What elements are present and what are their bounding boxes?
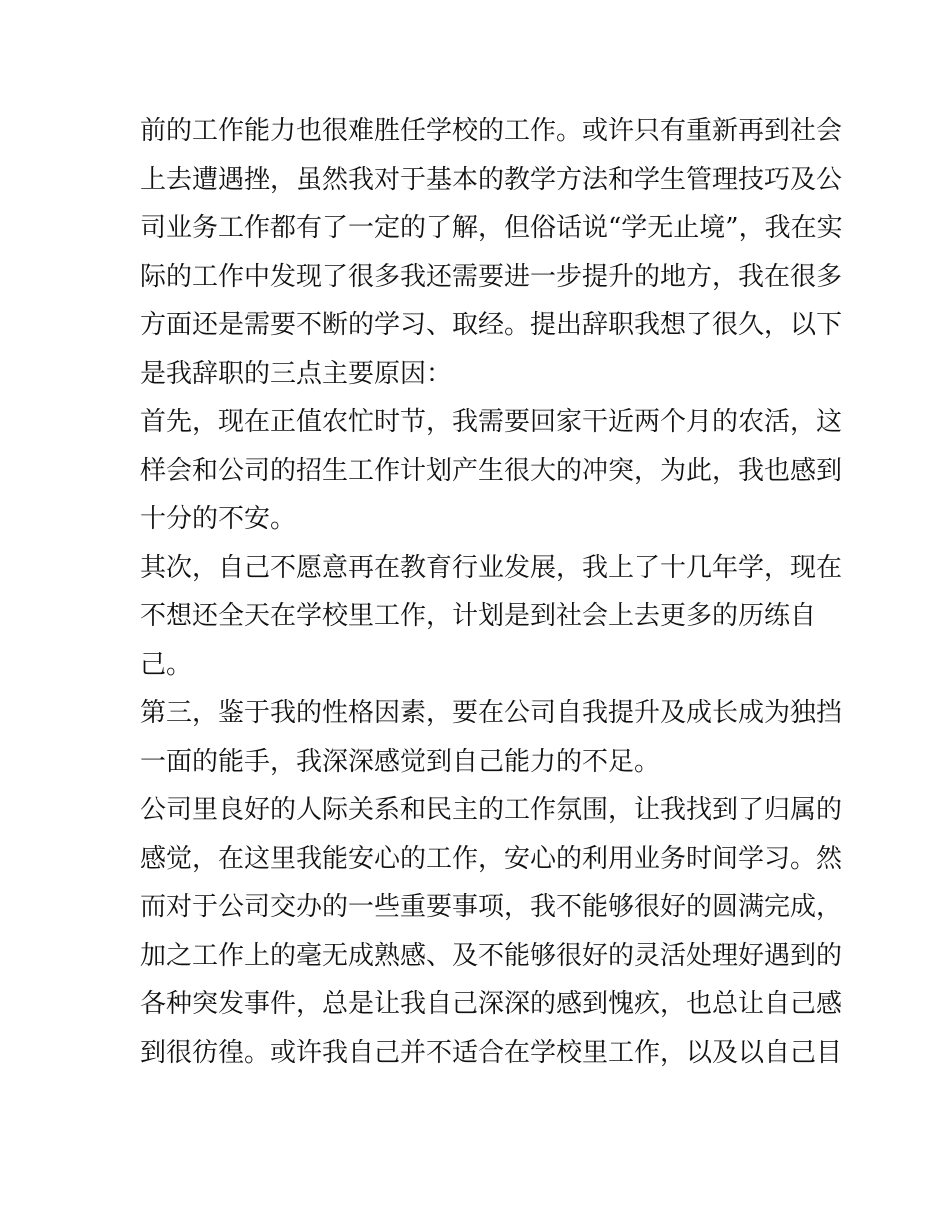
text-line-14: 一面的能手，我深深感觉到自己能力的不足。 bbox=[140, 746, 661, 777]
text-line-1: 前的工作能力也很难胜任学校的工作。或许只有重新再到社会 bbox=[140, 116, 843, 146]
text-line-7: 首先，现在正值农忙时节，我需要回家干近两个月的农活，这 bbox=[140, 407, 843, 437]
text-line-6: 是我辞职的三点主要原因： bbox=[140, 358, 453, 389]
text-line-20: 到很彷徨。或许我自己并不适合在学校里工作，以及以自己目 bbox=[140, 1037, 843, 1068]
text-line-12: 己。 bbox=[140, 649, 193, 680]
text-line-18: 加之工作上的毫无成熟感、及不能够很好的灵活处理好遇到的 bbox=[140, 940, 843, 971]
text-line-10: 其次，自己不愿意再在教育行业发展，我上了十几年学，现在 bbox=[140, 552, 843, 583]
text-line-8: 样会和公司的招生工作计划产生很大的冲突，为此，我也感到 bbox=[140, 455, 843, 486]
text-line-17: 而对于公司交办的一些重要事项，我不能够很好的圆满完成， bbox=[140, 892, 843, 922]
text-line-11: 不想还全天在学校里工作，计划是到社会上去更多的历练自 bbox=[140, 601, 817, 631]
text-line-13: 第三，鉴于我的性格因素，要在公司自我提升及成长成为独挡 bbox=[140, 698, 843, 728]
text-line-2: 上去遭遇挫，虽然我对于基本的教学方法和学生管理技巧及公 bbox=[140, 164, 843, 195]
text-line-3: 司业务工作都有了一定的了解，但俗话说“学无止境”，我在实 bbox=[140, 213, 843, 243]
body-text bbox=[140, 107, 843, 1077]
text-line-19: 各种突发事件，总是让我自己深深的感到愧疚，也总让自己感 bbox=[140, 989, 843, 1019]
text-line-9: 十分的不安。 bbox=[140, 504, 297, 534]
text-line-4: 际的工作中发现了很多我还需要进一步提升的地方，我在很多 bbox=[140, 261, 843, 292]
text-line-15: 公司里良好的人际关系和民主的工作氛围，让我找到了归属的 bbox=[140, 795, 843, 825]
text-line-16: 感觉，在这里我能安心的工作，安心的利用业务时间学习。然 bbox=[140, 843, 843, 874]
text-line-5: 方面还是需要不断的学习、取经。提出辞职我想了很久，以下 bbox=[140, 310, 843, 340]
